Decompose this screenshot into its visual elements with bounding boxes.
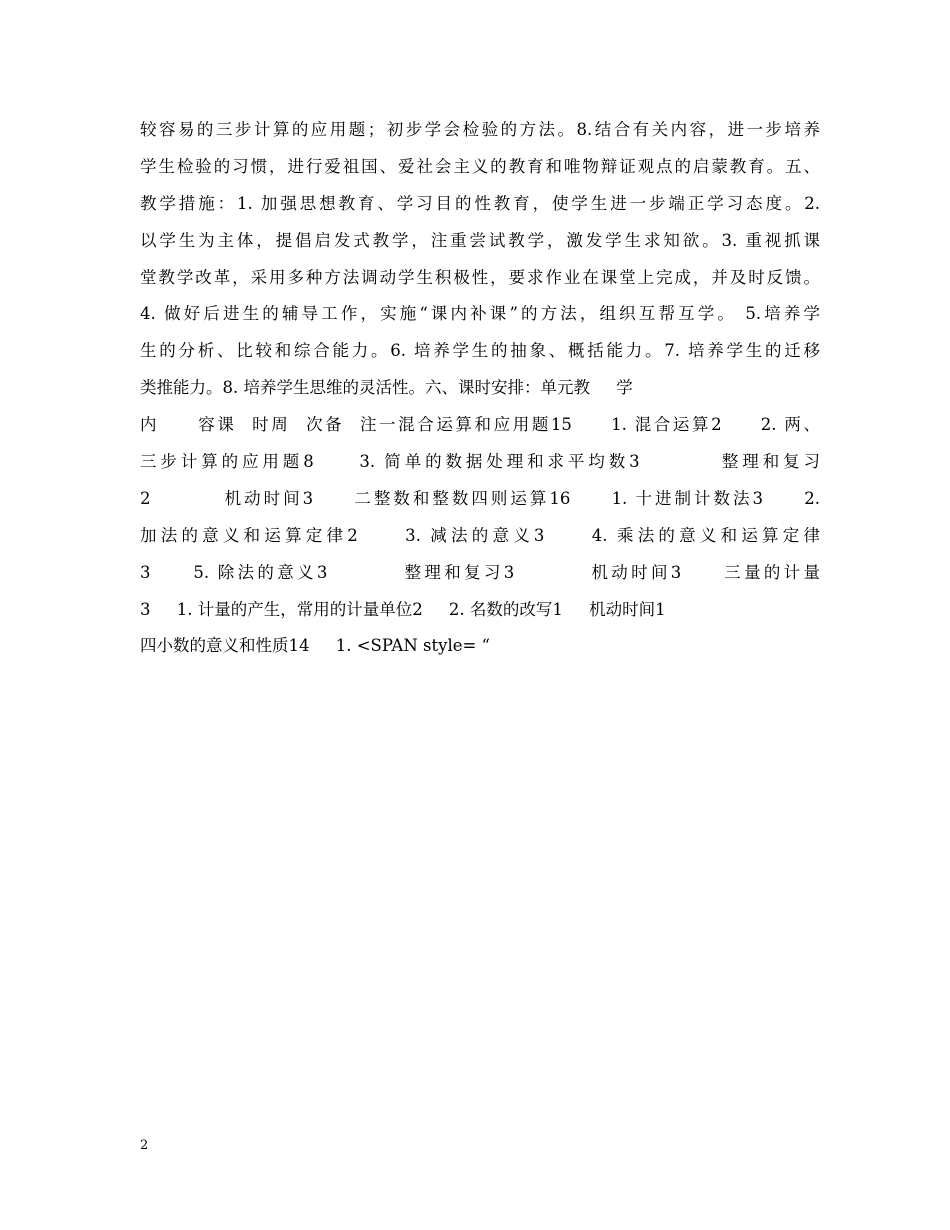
text-line: 教学措施：1. 加强思想教育、学习目的性教育，使学生进一步端正学习态度。2. — [140, 193, 820, 213]
text-line: 3 1. 计量的产生，常用的计量单位2 2. 名数的改写1 机动时间1 — [140, 599, 666, 619]
text-line: 以学生为主体，提倡启发式教学，注重尝试教学，激发学生求知欲。3. 重视抓课 — [140, 230, 820, 250]
text-line: 堂教学改革，采用多种方法调动学生积极性，要求作业在课堂上完成，并及时反馈。 — [140, 267, 820, 287]
text-line: 生的分析、比较和综合能力。6. 培养学生的抽象、概括能力。7. 培养学生的迁移 — [140, 341, 820, 361]
text-line: 四小数的意义和性质14 1. <SPAN style= “ — [140, 636, 490, 656]
body-text — [140, 112, 820, 665]
text-line: 加法的意义和运算定律2 3. 减法的意义3 4. 乘法的意义和运算定律 — [140, 525, 820, 545]
text-line: 类推能力。8. 培养学生思维的灵活性。六、课时安排：单元教 学 — [140, 378, 633, 398]
text-line: 3 5. 除法的意义3 整理和复习3 机动时间3 三量的计量 — [140, 562, 820, 582]
text-line: 内 容课 时周 次备 注一混合运算和应用题15 1. 混合运算2 2. 两、 — [140, 415, 820, 435]
page-number: 2 — [140, 1138, 149, 1153]
text-line: 较容易的三步计算的应用题；初步学会检验的方法。8.结合有关内容，进一步培养 — [140, 120, 820, 139]
text-line: 2 机动时间3 二整数和整数四则运算16 1. 十进制计数法3 2. — [140, 488, 820, 508]
text-line: 4. 做好后进生的辅导工作，实施“课内补课”的方法，组织互帮互学。 5.培养学 — [140, 304, 820, 324]
text-line: 学生检验的习惯，进行爱祖国、爱社会主义的教育和唯物辩证观点的启蒙教育。五、 — [140, 156, 820, 176]
text-line: 三步计算的应用题8 3. 简单的数据处理和求平均数3 整理和复习 — [140, 452, 820, 472]
